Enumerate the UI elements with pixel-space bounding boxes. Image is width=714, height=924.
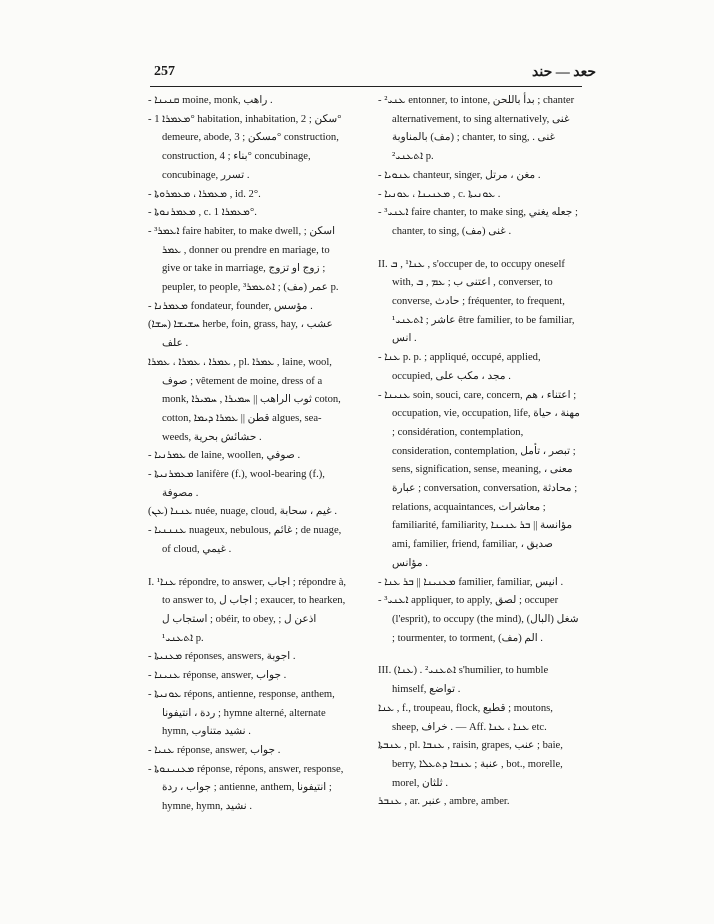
page-header: [118, 64, 596, 82]
dictionary-entry: (ܚܫܐ) ܚܫܝܫܐ herbe, foin, grass, hay, عشب ، علف .: [148, 319, 333, 350]
dictionary-entry: - ܡܥܡܪܢܘܬܐ , c. ܡܥܡܪܐ 1°.: [148, 207, 257, 219]
header-rule: [150, 86, 582, 87]
dictionary-entry: - ܐܥܢܝ³ appliquer, to apply, لصق ; occuper (l'esprit), to occupy (the mind), شغل (البال) ; tourmenter, to torment, الم (مف) .: [378, 595, 579, 644]
dictionary-entry: - ܥܢܘܝܐ chanteur, singer, مغن ، مرتل .: [378, 169, 541, 181]
page-number: 257: [154, 64, 175, 79]
dictionary-entry: - ܥܢܝܐ réponse, answer, جواب .: [148, 744, 281, 756]
dictionary-entry: - ܡܥܢܝܢܐ || ܒܪ ܥܢܐ familier, familiar, انيس .: [378, 576, 564, 588]
dictionary-entry: (ܥܢ) ܥܢܢܐ nuée, nuage, cloud, غيم ، سحابة .: [148, 506, 338, 518]
dictionary-entry: - ܡܥܡܪܐ 1° habitation, inhabitation, سكن ; 2° demeure, abode, مسكن ; 3° construction, construction, بناء ; 4° concubinage, concubinage, تسرر .: [148, 113, 342, 181]
dictionary-entry: ܥܢܒܬܐ , pl. ܥܢܒܐ , raisin, grapes, عنب ; baie, berry, عنبة ; ܥܢܒܐ ܕܬܥܠܐ , bot., morelle, morel, ثلثان .: [378, 740, 563, 789]
dictionary-entry: II. ܥܢܐ¹ , ܒ , s'occuper de, to occupy oneself with, اعتنى ب ; ܥܡ , ܒ , converser, to converse, حادث ; fréquenter, to frequent, عاشر ; ܐܬܥܢܝ¹ être familier, to be familiar, انس .: [378, 258, 575, 345]
dictionary-entry: - ܥܢܢܢܝܐ nuageux, nebulous, غائم ; de nuage, of cloud, غيمي .: [148, 525, 342, 555]
dictionary-entry: - ܥܡܪܢܝܐ de laine, woollen, صوفي .: [148, 450, 301, 462]
dictionary-entry: - ܥܢܐ p. p. ; appliqué, occupé, applied, occupied, مجد ، مكب على .: [378, 352, 541, 382]
dictionary-entry: - ܡܥܢܝܢܘܬܐ réponse, répons, answer, response, جواب ، ردة ; antienne, anthem, انتيفونا ; hymne, hymn, نشيد .: [148, 763, 344, 813]
left-column: [148, 92, 350, 817]
dictionary-entry: - ܩܢܝܢܐ moine, monk, راهب .: [148, 95, 273, 106]
running-head: حعد — حند: [532, 65, 596, 80]
dictionary-entry: - ܥܢܝ² entonner, to intone, بدأ باللحن ; chanter alternativement, to sing alternatively, غنى (مف) بالمناوبة ; chanter, to sing, غنى . ܐܬܥܢܝ² p.: [378, 95, 575, 163]
dictionary-entry: - ܡܥܢܝܬܐ réponses, answers, اجوبة .: [148, 651, 296, 663]
dictionary-entry: I. ܥܢܐ¹ répondre, to answer, اجاب ; répondre à, to answer to, اجاب ل ; exaucer, to hearken, استجاب ل ; obéir, to obey, اذعن ل ; ܐܬܥܢܝ¹ p.: [148, 576, 347, 644]
dictionary-entry: ܥܢܐ , f., troupeau, flock, قطيع ; moutons, sheep, خراف . — Aff. ܥܢܐ ، ܥܢܐ etc.: [378, 702, 553, 733]
right-column: [378, 92, 580, 812]
dictionary-entry: ܥܢܒܪ , ar. عنبر , ambre, amber.: [378, 796, 510, 808]
dictionary-entry: - ܥܘܢܝܬܐ répons, antienne, response, anthem, ردة ، انتيفونا ; hymne alterné, alternate hymn, نشيد متناوب .: [148, 688, 335, 738]
dictionary-entry: - ܡܥܡܪܢܝܬܐ lanifère (f.), wool-bearing (f.), مصوفة .: [148, 469, 325, 499]
dictionary-entry: - ܐܥܢܝ³ faire chanter, to make sing, جعله يغني ; chanter, to sing, غنى (مف) .: [378, 207, 578, 237]
dictionary-entry: ܥܡܪܐ ، ܥܡܪܐ ، ܥܡܪܐ , pl. ܥܡܪܐ , laine, wool, صوف ; vêtement de moine, dress of a monk, ثوب الراهب || ܚܡܝܪܐ , ܚܡܝܪܐ coton, cotton, قطن || ܥܡܪܐ ܕܝܡܐ algues, sea-weeds, حشائش بحرية .: [148, 356, 341, 443]
dictionary-entry: - ܡܥܢܝܢܐ ، ܥܘܢܝܐ , c. ܥܘܢܝܬܐ .: [378, 188, 501, 200]
dictionary-entry: - ܐܥܡܪ³ faire habiter, to make dwell, اسكن ; ܥܡܪ , donner ou prendre en mariage, to give or take in marriage, زوج او تزوج ; peupler, to people, عمر (مف) ; ܐܬܥܡܪ³ p.: [148, 225, 339, 294]
dictionary-entry: - ܡܥܡܪܢܐ fondateur, founder, مؤسس .: [148, 300, 313, 312]
dictionary-entry: - ܥܢܝܢܐ soin, souci, care, concern, اعتناء ، هم ; occupation, vie, occupation, life, مهنة ، حياة ; considération, contemplation, consideration, contemplation, تبصر ، تأمل ; sens, signification, sense, meaning, معنى ، عبارة ; conversation, conversation, محادثة ; relations, acquaintances, معاشرات ; familiarité, familiarity, مؤانسة || ܒܪ ܥܢܝܢܐ ami, familier, friend, familiar, صديق ، مؤانس .: [378, 389, 580, 569]
dictionary-entry: - ܥܢܝܢܐ réponse, answer, جواب .: [148, 670, 287, 682]
dictionary-entry: - ܡܥܡܪܐ ، ܡܥܡܪܘܬܐ , id. 2°.: [148, 188, 261, 200]
dictionary-entry: III. (ܥܢܐ) . ܐܬܥܢܝ² s'humilier, to humble himself, تواضع .: [378, 665, 549, 696]
